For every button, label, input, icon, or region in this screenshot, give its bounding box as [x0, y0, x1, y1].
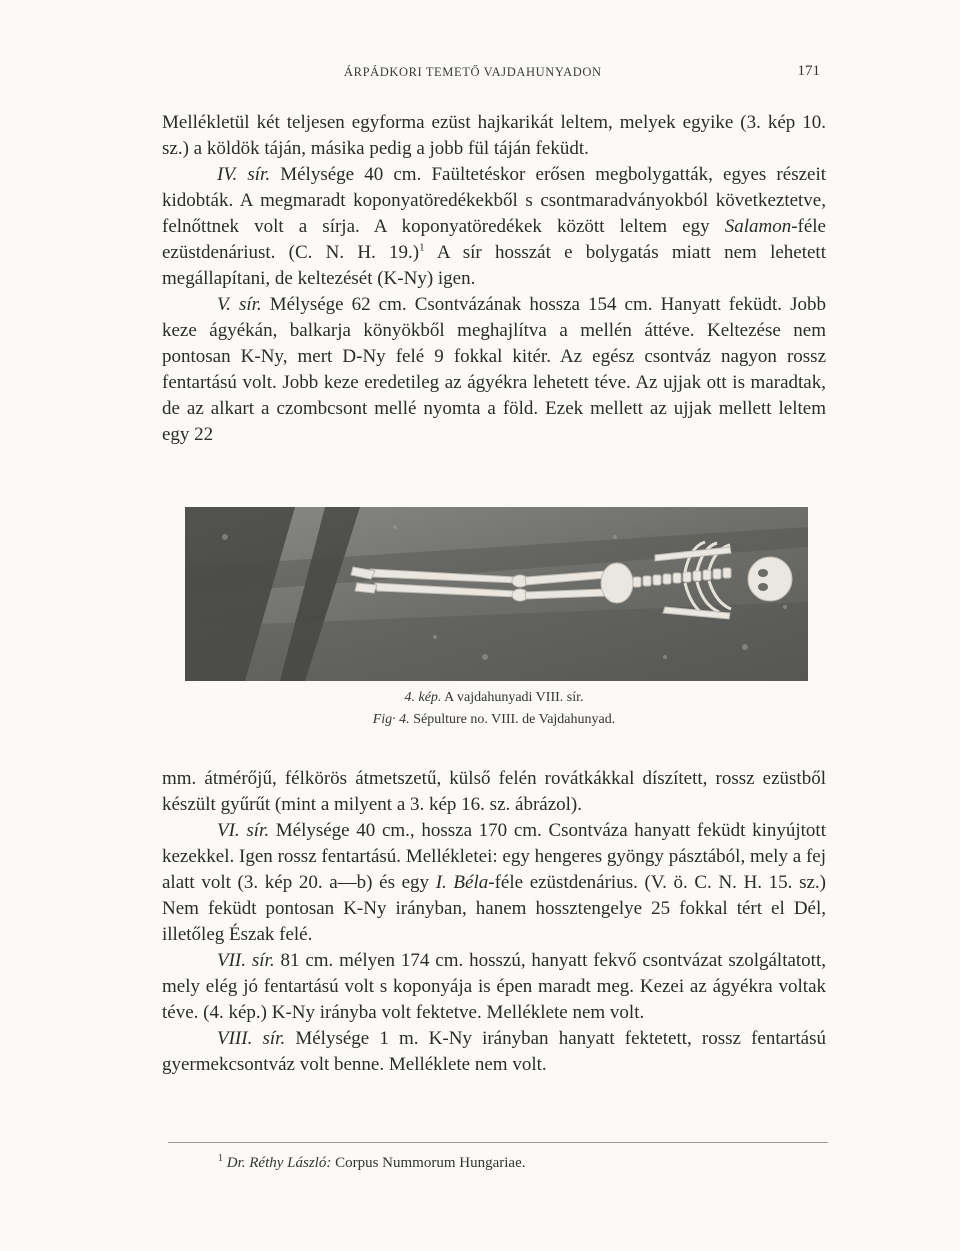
paragraph [162, 1026, 826, 1078]
running-title: ÁRPÁDKORI TEMETŐ VAJDAHUNYADON [344, 65, 602, 79]
figure-caption-hungarian [162, 690, 826, 706]
text-run: mm. átmérőjű, félkörös átmetszetű, külső felén rovátkákkal díszített, rossz ezüstből készült gyűrűt (mint a milyent a 3. kép 16. sz. ábrázol). [162, 768, 826, 815]
text-run: -féle ezüstdenáriust. (C. N. H. 19.) [162, 216, 826, 263]
paragraph [162, 110, 826, 162]
body-text-top [162, 110, 826, 448]
caption-fr-text: Sépulture no. VIII. de Vajdahunyad. [409, 712, 616, 727]
italic-run: I. Béla [435, 872, 489, 893]
text-run: Mélysége 40 cm., hossza 170 cm. Csontváza hanyatt feküdt kinyújtott kezekkel. Igen rossz fentartású. Mellékletei: egy hengeres gyöngy pásztából, mely a fej alatt volt (3. kép 20. a—b) és egy [162, 820, 826, 893]
italic-run: V. sír. [217, 294, 262, 315]
body-text-bottom [162, 766, 826, 1078]
caption-fr-label: Fig· 4. [372, 712, 410, 727]
paragraph [162, 162, 826, 292]
italic-run: Salamon [724, 216, 792, 237]
text-run: A sír hosszát e bolygatás miatt nem lehetett megállapítani, de keltezését (K-Ny) igen. [162, 242, 826, 289]
footnote-author: Dr. Réthy László: [226, 1155, 332, 1171]
paragraph [162, 948, 826, 1026]
caption-hu-label: 4. kép. [404, 690, 442, 705]
text-run: Mélysége 1 m. K-Ny irányban hanyatt fektetett, rossz fentartású gyermekcsontváz volt benne. Melléklete nem volt. [162, 1028, 826, 1075]
footnote [218, 1155, 525, 1172]
footnote-reference: 1 [419, 241, 425, 254]
text-run: -féle ezüstdenárius. (V. ö. C. N. H. 15. sz.) Nem feküdt pontosan K-Ny irányban, hanem hossztengelye 25 fokkal tért el Dél, illetőleg Észak felé. [162, 872, 826, 945]
paragraph [162, 766, 826, 818]
italic-run: VII. sír. [217, 950, 275, 971]
footnote-divider [168, 1142, 828, 1143]
skeleton-photograph [185, 507, 808, 681]
footnote-marker: 1 [218, 1153, 223, 1164]
italic-run: IV. sír. [217, 164, 271, 185]
italic-run: VIII. sír. [217, 1028, 286, 1049]
burial-photo-image [185, 507, 808, 681]
footnote-title: Corpus Nummorum Hungariae. [331, 1155, 526, 1171]
figure-caption-french [162, 712, 826, 728]
running-header [162, 63, 826, 83]
text-run: Mellékletül két teljesen egyforma ezüst hajkarikát leltem, melyek egyike (3. kép 10. sz.) a köldök táján, másika pedig a jobb fül táján feküdt. [162, 112, 826, 159]
italic-run: VI. sír. [217, 820, 270, 841]
page-number: 171 [797, 63, 820, 79]
text-run: 81 cm. mélyen 174 cm. hosszú, hanyatt fekvő csontvázat szolgáltatott, mely elég jó fentartású volt s koponyája is épen maradt meg. Kezei az ágyékra voltak téve. (4. kép.) K-Ny irányba volt fektetve. Melléklete nem volt. [162, 950, 826, 1023]
paragraph [162, 292, 826, 448]
text-run: Mélysége 62 cm. Csontvázának hossza 154 cm. Hanyatt feküdt. Jobb keze ágyékán, balkarja könyökből meghajlítva a mellén áttéve. Keltezése nem pontosan K-Ny, mert D-Ny felé 9 fokkal kitér. Az egész csontváz nagyon rossz fentartású volt. Jobb keze eredetileg az ágyékra lehetett téve. Az ujjak ott is maradtak, de az alkart a czombcsont mellé nyomta a föld. Ezek mellett az ujjak mellett leltem egy 22 [162, 294, 826, 445]
text-run: Mélysége 40 cm. Faültetéskor erősen megbolygatták, egyes részeit kidobták. A megmaradt koponyatöredékekből s csontmaradványokból következtetve, felnőttnek volt a sírja. A koponyatöredékek között leltem egy [162, 164, 827, 237]
caption-hu-text: A vajdahunyadi VIII. sír. [441, 690, 584, 705]
paragraph [162, 818, 826, 948]
